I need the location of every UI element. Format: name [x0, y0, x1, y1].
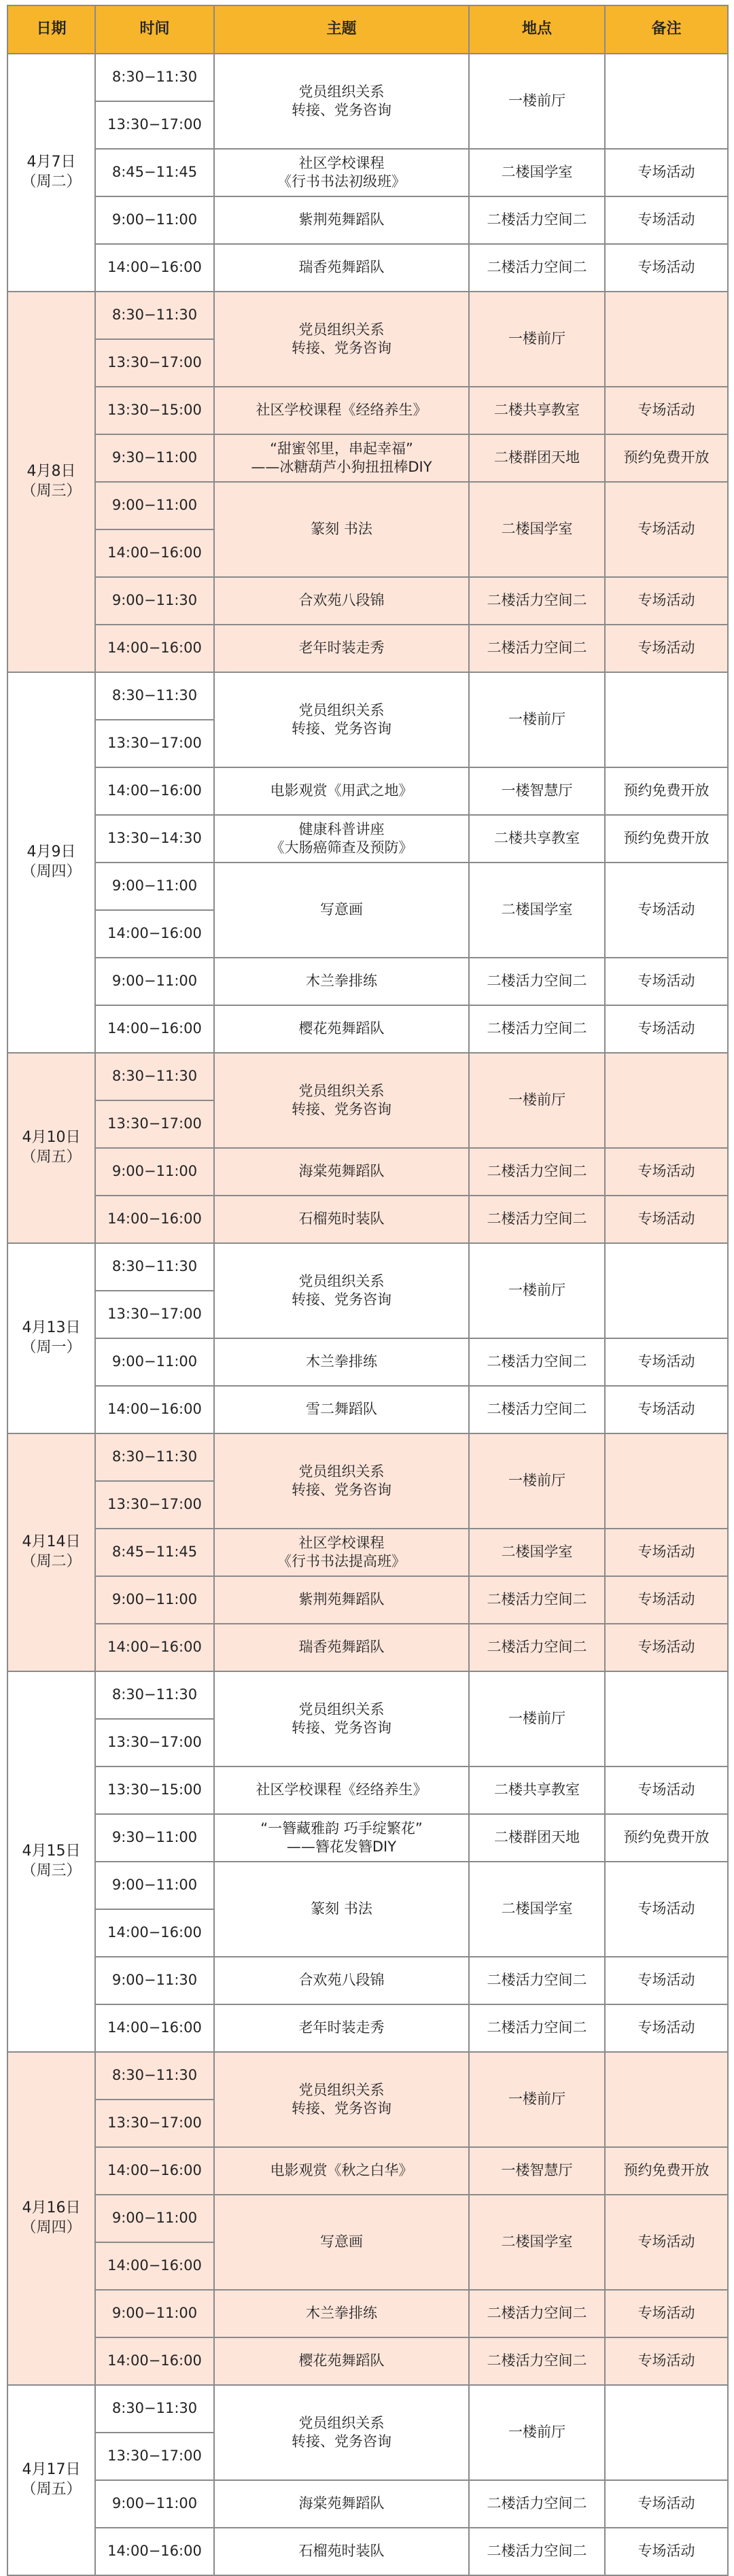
table-row — [7, 1196, 728, 1243]
topic-cell: 海棠苑舞蹈队 — [214, 2480, 469, 2528]
place-cell: 二楼活力空间二 — [469, 1338, 605, 1386]
place-cell: 二楼共享教室 — [469, 1766, 605, 1814]
topic-cell: 写意画 — [214, 2195, 469, 2290]
table-row — [7, 1243, 728, 1291]
topic-cell: 樱花苑舞蹈队 — [214, 2337, 469, 2385]
place-cell: 一楼智慧厅 — [469, 2147, 605, 2195]
place-cell: 一楼前厅 — [469, 672, 605, 767]
note-cell — [605, 2385, 728, 2480]
place-cell: 一楼前厅 — [469, 2052, 605, 2147]
topic-line: 转接、党务咨询 — [292, 340, 391, 356]
note-cell: 专场活动 — [605, 958, 728, 1005]
time-cell: 9:00−11:00 — [95, 196, 214, 244]
table-row — [7, 1053, 728, 1100]
topic-cell: 瑞香苑舞蹈队 — [214, 1624, 469, 1671]
topic-line: 健康科普讲座 — [298, 820, 385, 837]
time-cell: 9:00−11:00 — [95, 1338, 214, 1386]
time-cell: 13:30−17:00 — [95, 101, 214, 149]
note-cell: 专场活动 — [605, 1576, 728, 1624]
header-place: 地点 — [469, 5, 605, 54]
place-cell: 二楼活力空间二 — [469, 577, 605, 625]
topic-cell: 海棠苑舞蹈队 — [214, 1148, 469, 1196]
date-cell — [7, 1671, 95, 2052]
time-cell: 9:00−11:00 — [95, 2290, 214, 2337]
place-cell: 二楼活力空间二 — [469, 1148, 605, 1196]
note-cell: 专场活动 — [605, 387, 728, 434]
table-row — [7, 767, 728, 815]
date-label: 4月16日 — [22, 2199, 81, 2217]
table-row — [7, 815, 728, 863]
place-cell: 二楼活力空间二 — [469, 2337, 605, 2385]
topic-cell: 老年时装走秀 — [214, 2004, 469, 2052]
table-row — [7, 196, 728, 244]
note-cell: 专场活动 — [605, 196, 728, 244]
topic-line: ——冰糖葫芦小狗扭扭棒DIY — [251, 459, 432, 475]
topic-cell: 合欢苑八段锦 — [214, 577, 469, 625]
header-time: 时间 — [95, 5, 214, 54]
note-cell: 专场活动 — [605, 149, 728, 196]
place-cell: 二楼国学室 — [469, 482, 605, 577]
topic-line: 转接、党务咨询 — [292, 1291, 391, 1308]
note-cell: 专场活动 — [605, 1624, 728, 1671]
place-cell: 二楼活力空间二 — [469, 196, 605, 244]
date-cell — [7, 54, 95, 292]
table-row — [7, 863, 728, 910]
time-cell: 9:00−11:00 — [95, 482, 214, 529]
topic-cell: 电影观赏《秋之白华》 — [214, 2147, 469, 2195]
date-cell — [7, 2385, 95, 2575]
weekday-label: （周四） — [21, 2219, 82, 2236]
place-cell: 二楼活力空间二 — [469, 1957, 605, 2004]
topic-cell: 老年时装走秀 — [214, 625, 469, 672]
time-cell: 8:30−11:30 — [95, 1433, 214, 1481]
place-cell: 二楼活力空间二 — [469, 625, 605, 672]
table-row — [7, 244, 728, 292]
topic-cell: 瑞香苑舞蹈队 — [214, 244, 469, 292]
note-cell: 预约免费开放 — [605, 815, 728, 863]
topic-line: 《行书书法提高班》 — [277, 1553, 406, 1569]
place-cell: 二楼活力空间二 — [469, 2290, 605, 2337]
table-row — [7, 292, 728, 339]
time-cell: 9:00−11:00 — [95, 1576, 214, 1624]
time-cell: 14:00−16:00 — [95, 2337, 214, 2385]
note-cell: 专场活动 — [605, 1957, 728, 2004]
time-cell: 14:00−16:00 — [95, 1624, 214, 1671]
activity-schedule-table — [7, 5, 729, 2576]
note-cell: 预约免费开放 — [605, 434, 728, 482]
table-row — [7, 2195, 728, 2242]
note-cell: 专场活动 — [605, 1196, 728, 1243]
note-cell: 专场活动 — [605, 2337, 728, 2385]
day-group — [7, 2385, 728, 2575]
topic-line: 《行书书法初级班》 — [277, 173, 406, 190]
topic-line: 党员组织关系 — [298, 321, 385, 338]
place-cell: 二楼活力空间二 — [469, 958, 605, 1005]
time-cell: 14:00−16:00 — [95, 244, 214, 292]
topic-line: 党员组织关系 — [298, 2081, 385, 2098]
place-cell: 二楼活力空间二 — [469, 244, 605, 292]
table-row — [7, 1433, 728, 1481]
place-cell: 二楼活力空间二 — [469, 1576, 605, 1624]
table-row — [7, 2528, 728, 2575]
table-row — [7, 1624, 728, 1671]
topic-cell — [214, 434, 469, 482]
topic-line: 转接、党务咨询 — [292, 2100, 391, 2117]
time-cell: 13:30−15:00 — [95, 1766, 214, 1814]
note-cell: 专场活动 — [605, 2004, 728, 2052]
table-row — [7, 1576, 728, 1624]
place-cell: 一楼前厅 — [469, 1243, 605, 1338]
topic-line: 转接、党务咨询 — [292, 1101, 391, 1117]
weekday-label: （周一） — [21, 1339, 82, 1356]
topic-line: 党员组织关系 — [298, 1272, 385, 1289]
topic-cell: 篆刻 书法 — [214, 482, 469, 577]
weekday-label: （周三） — [21, 483, 82, 500]
day-group — [7, 292, 728, 672]
note-cell: 专场活动 — [605, 244, 728, 292]
note-cell: 专场活动 — [605, 1338, 728, 1386]
day-group — [7, 1671, 728, 2052]
time-cell: 8:30−11:30 — [95, 1243, 214, 1291]
time-cell: 14:00−16:00 — [95, 1005, 214, 1053]
table-row — [7, 1671, 728, 1719]
place-cell: 一楼前厅 — [469, 1433, 605, 1529]
time-cell: 9:00−11:00 — [95, 2480, 214, 2528]
topic-cell: 石榴苑时装队 — [214, 1196, 469, 1243]
place-cell: 二楼共享教室 — [469, 815, 605, 863]
topic-line: “甜蜜邻里，串起幸福” — [270, 440, 413, 457]
time-cell: 9:00−11:30 — [95, 1957, 214, 2004]
topic-cell — [214, 2052, 469, 2147]
topic-line: 转接、党务咨询 — [292, 1720, 391, 1736]
place-cell: 二楼国学室 — [469, 149, 605, 196]
note-cell: 专场活动 — [605, 1386, 728, 1433]
topic-cell — [214, 815, 469, 863]
time-cell: 14:00−16:00 — [95, 2004, 214, 2052]
time-cell: 8:30−11:30 — [95, 1671, 214, 1719]
weekday-label: （周二） — [21, 173, 82, 190]
note-cell — [605, 54, 728, 149]
time-cell: 13:30−17:00 — [95, 1100, 214, 1148]
table-row — [7, 958, 728, 1005]
topic-line: 社区学校课程 — [298, 154, 385, 171]
day-group — [7, 1243, 728, 1433]
place-cell: 二楼国学室 — [469, 1529, 605, 1576]
topic-line: ——簪花发簪DIY — [286, 1839, 397, 1855]
note-cell: 预约免费开放 — [605, 767, 728, 815]
date-cell — [7, 672, 95, 1053]
time-cell: 9:00−11:00 — [95, 958, 214, 1005]
table-row — [7, 1766, 728, 1814]
date-label: 4月10日 — [22, 1129, 81, 1147]
table-row — [7, 2480, 728, 2528]
note-cell: 专场活动 — [605, 2528, 728, 2575]
topic-cell — [214, 2385, 469, 2480]
time-cell: 14:00−16:00 — [95, 910, 214, 958]
time-cell: 13:30−17:00 — [95, 1481, 214, 1529]
time-cell: 8:45−11:45 — [95, 149, 214, 196]
time-cell: 13:30−14:30 — [95, 815, 214, 863]
table-row — [7, 625, 728, 672]
topic-line: 转接、党务咨询 — [292, 2433, 391, 2450]
date-cell — [7, 1243, 95, 1433]
topic-line: 党员组织关系 — [298, 1701, 385, 1718]
note-cell: 专场活动 — [605, 2195, 728, 2290]
place-cell: 二楼活力空间二 — [469, 2480, 605, 2528]
topic-line: 党员组织关系 — [298, 1463, 385, 1480]
topic-line: 党员组织关系 — [298, 701, 385, 718]
topic-cell: 木兰拳排练 — [214, 958, 469, 1005]
time-cell: 8:30−11:30 — [95, 292, 214, 339]
table-row — [7, 1957, 728, 2004]
date-label: 4月9日 — [27, 843, 76, 861]
topic-cell — [214, 54, 469, 149]
place-cell: 二楼活力空间二 — [469, 1624, 605, 1671]
time-cell: 9:00−11:00 — [95, 1862, 214, 1909]
place-cell: 二楼活力空间二 — [469, 1005, 605, 1053]
topic-cell: 木兰拳排练 — [214, 1338, 469, 1386]
time-cell: 14:00−16:00 — [95, 2242, 214, 2290]
note-cell — [605, 672, 728, 767]
time-cell: 14:00−16:00 — [95, 625, 214, 672]
topic-cell: 紫荆苑舞蹈队 — [214, 1576, 469, 1624]
place-cell: 二楼群团天地 — [469, 434, 605, 482]
header-note: 备注 — [605, 5, 728, 54]
place-cell: 一楼前厅 — [469, 1053, 605, 1148]
table-row — [7, 1862, 728, 1909]
time-cell: 8:30−11:30 — [95, 2052, 214, 2100]
topic-cell — [214, 1671, 469, 1766]
note-cell: 专场活动 — [605, 863, 728, 958]
table-row — [7, 577, 728, 625]
topic-cell: 雪二舞蹈队 — [214, 1386, 469, 1433]
time-cell: 8:30−11:30 — [95, 672, 214, 720]
table-row — [7, 2337, 728, 2385]
time-cell: 9:00−11:00 — [95, 863, 214, 910]
topic-cell: 写意画 — [214, 863, 469, 958]
header-topic: 主题 — [214, 5, 469, 54]
topic-cell — [214, 1814, 469, 1862]
header-date: 日期 — [7, 5, 95, 54]
table-row — [7, 1338, 728, 1386]
note-cell: 专场活动 — [605, 1862, 728, 1957]
time-cell: 13:30−17:00 — [95, 1291, 214, 1338]
topic-line: 党员组织关系 — [298, 1082, 385, 1099]
note-cell: 专场活动 — [605, 1148, 728, 1196]
date-label: 4月13日 — [22, 1319, 81, 1337]
day-group — [7, 1433, 728, 1671]
topic-line: “一簪藏雅韵 巧手绽繁花” — [260, 1820, 423, 1837]
note-cell: 专场活动 — [605, 577, 728, 625]
day-group — [7, 1053, 728, 1243]
time-cell: 14:00−16:00 — [95, 1386, 214, 1433]
place-cell: 一楼前厅 — [469, 2385, 605, 2480]
date-label: 4月7日 — [27, 154, 76, 171]
topic-cell: 合欢苑八段锦 — [214, 1957, 469, 2004]
weekday-label: （周三） — [21, 1862, 82, 1879]
time-cell: 13:30−15:00 — [95, 387, 214, 434]
table-header — [7, 5, 728, 54]
time-cell: 14:00−16:00 — [95, 1196, 214, 1243]
place-cell: 二楼国学室 — [469, 2195, 605, 2290]
time-cell: 9:00−11:00 — [95, 1148, 214, 1196]
table-row — [7, 387, 728, 434]
topic-line: 党员组织关系 — [298, 2414, 385, 2431]
table-row — [7, 2052, 728, 2100]
date-cell — [7, 1433, 95, 1671]
place-cell: 二楼活力空间二 — [469, 2528, 605, 2575]
time-cell: 13:30−17:00 — [95, 2100, 214, 2147]
place-cell: 二楼国学室 — [469, 863, 605, 958]
weekday-label: （周四） — [21, 863, 82, 880]
note-cell — [605, 1433, 728, 1529]
weekday-label: （周二） — [21, 1553, 82, 1570]
time-cell: 8:30−11:30 — [95, 54, 214, 101]
topic-line: 《大肠癌筛查及预防》 — [270, 839, 413, 856]
place-cell: 二楼群团天地 — [469, 1814, 605, 1862]
header-row — [7, 5, 728, 54]
date-label: 4月14日 — [22, 1533, 81, 1551]
time-cell: 14:00−16:00 — [95, 2147, 214, 2195]
topic-cell: 社区学校课程《经络养生》 — [214, 387, 469, 434]
time-cell: 13:30−17:00 — [95, 720, 214, 767]
date-label: 4月8日 — [27, 463, 76, 481]
date-label: 4月17日 — [22, 2461, 81, 2479]
day-group — [7, 2052, 728, 2385]
topic-line: 党员组织关系 — [298, 83, 385, 100]
table-row — [7, 434, 728, 482]
time-cell: 14:00−16:00 — [95, 529, 214, 577]
table-row — [7, 54, 728, 101]
time-cell: 9:00−11:00 — [95, 2195, 214, 2242]
date-cell — [7, 1053, 95, 1243]
place-cell: 二楼活力空间二 — [469, 1386, 605, 1433]
topic-cell: 篆刻 书法 — [214, 1862, 469, 1957]
time-cell: 9:30−11:00 — [95, 1814, 214, 1862]
time-cell: 14:00−16:00 — [95, 2528, 214, 2575]
topic-line: 转接、党务咨询 — [292, 102, 391, 118]
place-cell: 二楼活力空间二 — [469, 2004, 605, 2052]
topic-cell — [214, 149, 469, 196]
time-cell: 8:30−11:30 — [95, 1053, 214, 1100]
note-cell — [605, 2052, 728, 2147]
table-row — [7, 1529, 728, 1576]
topic-cell — [214, 1243, 469, 1338]
note-cell — [605, 1243, 728, 1338]
time-cell: 8:30−11:30 — [95, 2385, 214, 2433]
table-row — [7, 2385, 728, 2433]
table-row — [7, 2004, 728, 2052]
time-cell: 14:00−16:00 — [95, 1909, 214, 1957]
table-row — [7, 149, 728, 196]
time-cell: 8:45−11:45 — [95, 1529, 214, 1576]
time-cell: 9:00−11:30 — [95, 577, 214, 625]
topic-cell: 木兰拳排练 — [214, 2290, 469, 2337]
topic-cell: 紫荆苑舞蹈队 — [214, 196, 469, 244]
weekday-label: （周五） — [21, 2481, 82, 2498]
topic-cell: 电影观赏《用武之地》 — [214, 767, 469, 815]
time-cell: 14:00−16:00 — [95, 767, 214, 815]
time-cell: 13:30−17:00 — [95, 1719, 214, 1766]
topic-cell — [214, 672, 469, 767]
table-row — [7, 1005, 728, 1053]
table-row — [7, 1814, 728, 1862]
topic-cell — [214, 292, 469, 387]
time-cell: 13:30−17:00 — [95, 339, 214, 387]
note-cell — [605, 1671, 728, 1766]
weekday-label: （周五） — [21, 1149, 82, 1166]
topic-cell: 樱花苑舞蹈队 — [214, 1005, 469, 1053]
place-cell: 一楼前厅 — [469, 54, 605, 149]
place-cell: 二楼国学室 — [469, 1862, 605, 1957]
date-label: 4月15日 — [22, 1843, 81, 1860]
topic-cell — [214, 1433, 469, 1529]
place-cell: 一楼智慧厅 — [469, 767, 605, 815]
day-group — [7, 54, 728, 292]
place-cell: 一楼前厅 — [469, 1671, 605, 1766]
time-cell: 9:30−11:00 — [95, 434, 214, 482]
topic-cell: 石榴苑时装队 — [214, 2528, 469, 2575]
topic-cell — [214, 1529, 469, 1576]
note-cell: 专场活动 — [605, 2290, 728, 2337]
note-cell: 专场活动 — [605, 1529, 728, 1576]
note-cell: 预约免费开放 — [605, 2147, 728, 2195]
day-group — [7, 672, 728, 1053]
topic-line: 转接、党务咨询 — [292, 720, 391, 737]
note-cell: 专场活动 — [605, 625, 728, 672]
note-cell: 专场活动 — [605, 2480, 728, 2528]
table-row — [7, 1148, 728, 1196]
topic-cell: 社区学校课程《经络养生》 — [214, 1766, 469, 1814]
date-cell — [7, 292, 95, 672]
note-cell — [605, 1053, 728, 1148]
place-cell: 二楼共享教室 — [469, 387, 605, 434]
note-cell: 预约免费开放 — [605, 1814, 728, 1862]
note-cell: 专场活动 — [605, 482, 728, 577]
note-cell: 专场活动 — [605, 1766, 728, 1814]
table-row — [7, 2147, 728, 2195]
date-cell — [7, 2052, 95, 2385]
time-cell: 13:30−17:00 — [95, 2433, 214, 2480]
note-cell — [605, 292, 728, 387]
note-cell: 专场活动 — [605, 1005, 728, 1053]
place-cell: 一楼前厅 — [469, 292, 605, 387]
table-row — [7, 2290, 728, 2337]
place-cell: 二楼活力空间二 — [469, 1196, 605, 1243]
table-row — [7, 672, 728, 720]
topic-line: 转接、党务咨询 — [292, 1482, 391, 1498]
table-row — [7, 1386, 728, 1433]
topic-line: 社区学校课程 — [298, 1534, 385, 1551]
table-row — [7, 482, 728, 529]
topic-cell — [214, 1053, 469, 1148]
